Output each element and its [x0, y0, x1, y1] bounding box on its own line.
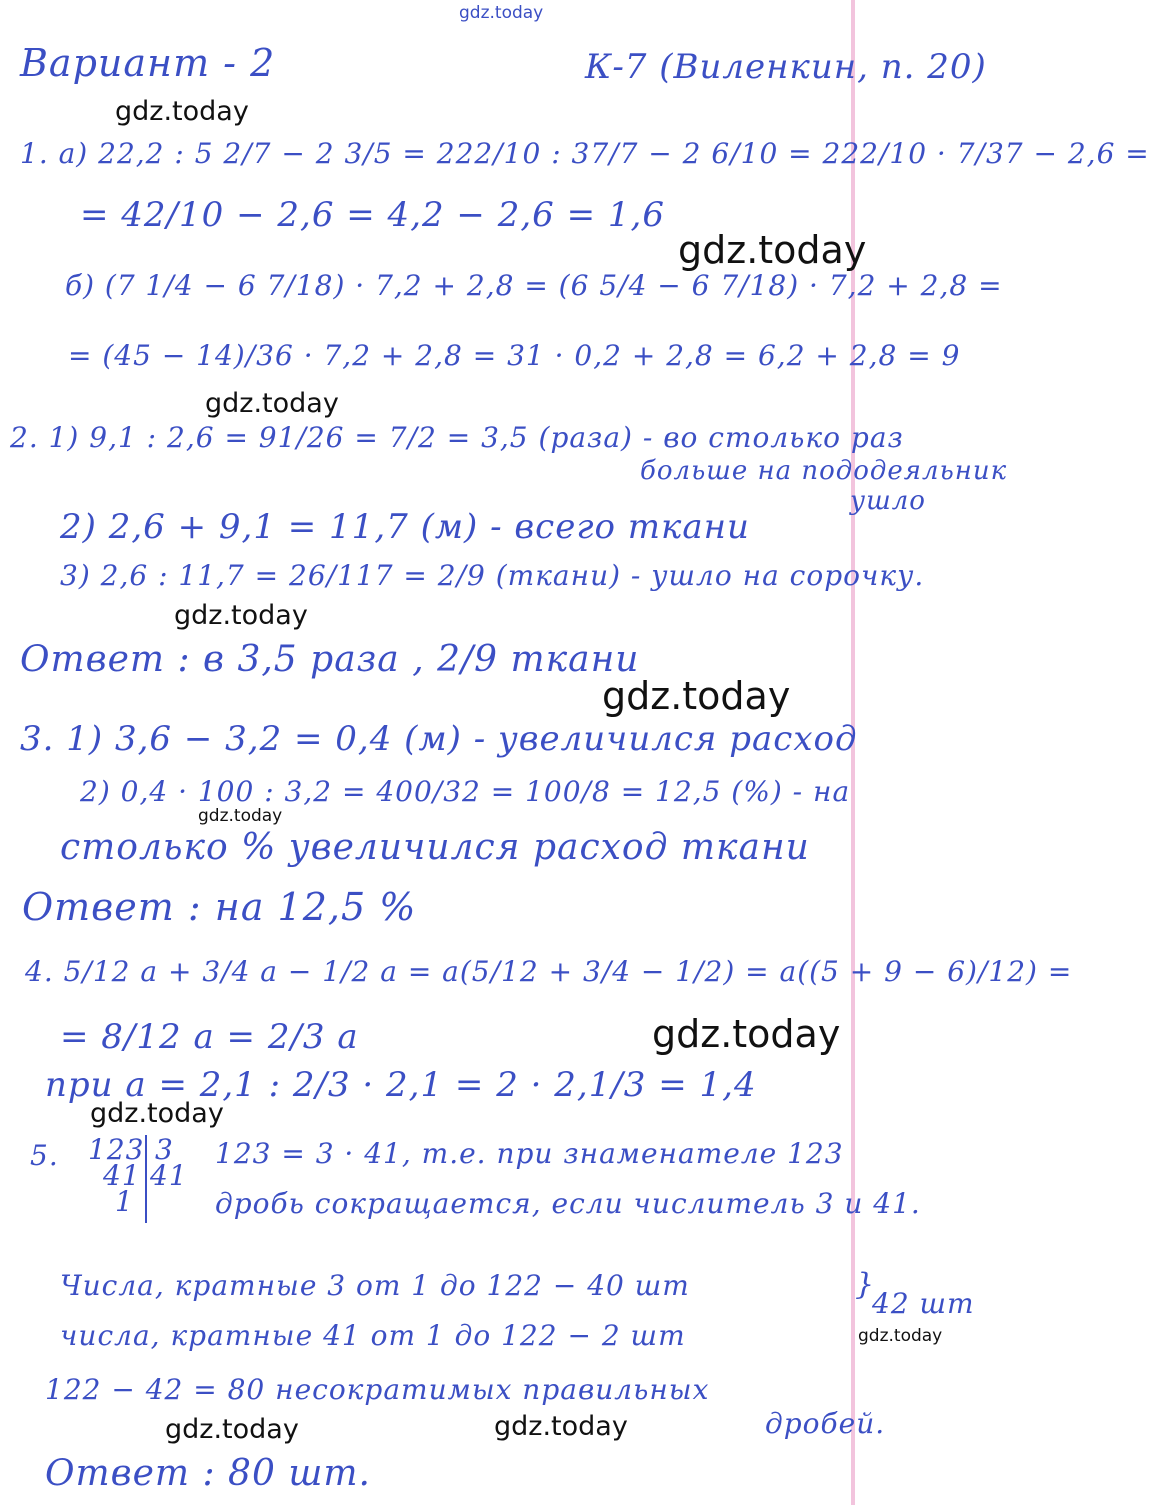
task2-step1-cont-a: больше на пододеяльник [640, 456, 1008, 486]
task1-a-line1: 1. а) 22,2 : 5 2/7 − 2 3/5 = 222/10 : 37/7 − 2 6/10 = 222/10 · 7/37 − 2,6 = [20, 137, 1150, 170]
task1-a-line2: = 42/10 − 2,6 = 4,2 − 2,6 = 1,6 [80, 195, 665, 235]
task5-line2: дробь сокращается, если числитель 3 и 41. [215, 1187, 921, 1220]
task5-line5: 122 − 42 = 80 несократимых правильных [45, 1373, 710, 1406]
watermark: gdz.today [494, 1411, 628, 1442]
watermark: gdz.today [174, 600, 308, 631]
watermark: gdz.today [205, 388, 339, 419]
watermark: gdz.today [858, 1326, 943, 1346]
brace-mark: } [855, 1267, 876, 1302]
task3-step2: 2) 0,4 · 100 : 3,2 = 400/32 = 100/8 = 12,5 (%) - на [80, 775, 851, 808]
watermark: gdz.today [678, 228, 867, 272]
watermark: gdz.today [198, 806, 283, 826]
task5-line1: 123 = 3 · 41, т.е. при знаменателе 123 [215, 1137, 844, 1170]
watermark: gdz.today [115, 96, 249, 127]
task5-line5-cont: дробей. [765, 1407, 886, 1440]
task2-step3: 3) 2,6 : 11,7 = 26/117 = 2/9 (ткани) - ушло на сорочку. [60, 559, 925, 592]
task5-div-left-3: 1 [115, 1185, 134, 1218]
task5-line4: числа, кратные 41 от 1 до 122 − 2 шт [60, 1319, 686, 1352]
task1-b-line1: б) (7 1/4 − 6 7/18) · 7,2 + 2,8 = (6 5/4 − 6 7/18) · 7,2 + 2,8 = [65, 269, 1003, 302]
watermark: gdz.today [165, 1414, 299, 1445]
task5-div-right-1: 3 [155, 1133, 174, 1166]
division-line [145, 1135, 147, 1223]
watermark: gdz.today [652, 1012, 841, 1056]
task4-line3: при a = 2,1 : 2/3 · 2,1 = 2 · 2,1/3 = 1,4 [45, 1065, 757, 1105]
source-title: К-7 (Виленкин, п. 20) [585, 47, 987, 87]
watermark: gdz.today [90, 1098, 224, 1129]
task5-div-left-2: 41 [103, 1159, 141, 1192]
task2-step1-cont-b: ушло [850, 486, 926, 516]
task2-answer: Ответ : в 3,5 раза , 2/9 ткани [20, 639, 640, 680]
watermark: gdz.today [602, 674, 791, 718]
task1-b-line2: = (45 − 14)/36 · 7,2 + 2,8 = 31 · 0,2 + 2,8 = 6,2 + 2,8 = 9 [68, 339, 961, 372]
task4-line1: 4. 5/12 a + 3/4 a − 1/2 a = a(5/12 + 3/4 − 1/2) = a((5 + 9 − 6)/12) = [25, 955, 1073, 988]
variant-title: Вариант - 2 [20, 41, 276, 85]
task3-step2-cont: столько % увеличился расход ткани [60, 827, 810, 868]
task3-step1: 3. 1) 3,6 − 3,2 = 0,4 (м) - увеличился расход [20, 719, 858, 759]
task5-div-left-1: 123 [88, 1133, 145, 1166]
task5-line3: Числа, кратные 3 от 1 до 122 − 40 шт [60, 1269, 690, 1302]
task5-number: 5. [30, 1139, 59, 1172]
task5-div-right-2: 41 [150, 1159, 188, 1192]
task5-answer: Ответ : 80 шт. [45, 1453, 371, 1494]
task3-answer: Ответ : на 12,5 % [22, 885, 417, 929]
task5-brace-total: 42 шт [872, 1287, 975, 1320]
watermark-top: gdz.today [459, 3, 544, 23]
task2-step2: 2) 2,6 + 9,1 = 11,7 (м) - всего ткани [60, 507, 750, 547]
task2-step1: 2. 1) 9,1 : 2,6 = 91/26 = 7/2 = 3,5 (раза) - во столько раз [10, 421, 904, 454]
task4-line2: = 8/12 a = 2/3 a [60, 1017, 359, 1057]
